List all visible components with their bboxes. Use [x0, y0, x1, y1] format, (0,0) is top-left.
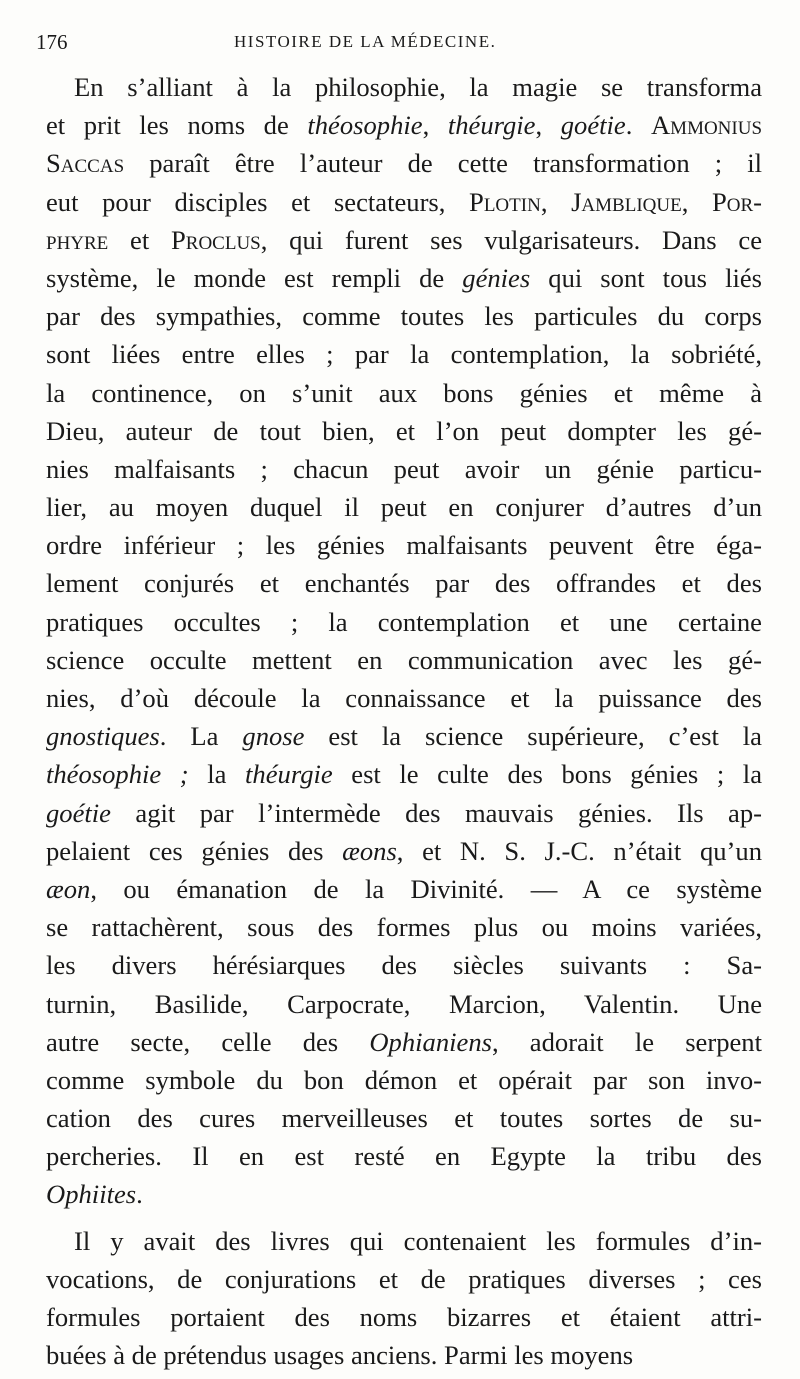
- text-line: [46, 1061, 762, 1099]
- text-run: ordre inférieur ; les génies malfaisants peuvent être éga-: [46, 530, 762, 561]
- text-line: [46, 526, 762, 564]
- text-run: et prit les noms de: [46, 110, 308, 141]
- text-run: est le culte des bons génies ; la: [332, 759, 762, 790]
- italic-term: génies: [462, 262, 531, 293]
- italic-term: gnostiques: [46, 721, 160, 752]
- text-line: [46, 794, 762, 832]
- text-run: Il y avait des livres qui contenaient les formules d’in-: [74, 1225, 762, 1256]
- italic-term: goétie: [46, 797, 111, 828]
- text-run: eut pour disciples et sectateurs,: [46, 186, 470, 217]
- italic-term: Ophiites: [46, 1179, 137, 1210]
- text-run: les divers hérésiarques des siècles suivants : Sa-: [46, 950, 762, 981]
- small-caps-name: Saccas: [46, 148, 125, 179]
- page-number: 176: [36, 30, 68, 54]
- text-run: et: [108, 224, 171, 255]
- text-run: pratiques occultes ; la contemplation et une certaine: [46, 606, 762, 637]
- text-run: nies, d’où découle la connaissance et la puissance des: [46, 683, 762, 713]
- paragraph-2: [46, 1222, 762, 1375]
- text-run: lement conjurés et enchantés par des offrandes et des: [46, 568, 762, 599]
- text-run: système, le monde est rempli de: [46, 262, 463, 293]
- text-line: [46, 221, 762, 259]
- italic-term: théurgie: [447, 110, 536, 141]
- text-run: turnin, Basilide, Carpocrate, Marcion, Valentin. Une: [46, 988, 762, 1019]
- text-run: , et N. S. J.-C. n’était qu’un: [396, 835, 763, 866]
- text-run: .: [625, 110, 651, 141]
- text-run: la: [188, 759, 246, 790]
- text-run: par des sympathies, comme toutes les particules du corps: [46, 301, 762, 332]
- text-run: , adorait le serpent: [491, 1026, 762, 1057]
- text-run: ,: [422, 110, 448, 141]
- text-run: En s’alliant à la philosophie, la magie se transforma: [74, 72, 762, 102]
- text-line: [46, 1260, 762, 1298]
- text-line: [46, 1222, 762, 1260]
- text-line: [46, 412, 762, 450]
- italic-term: théosophie ;: [46, 759, 189, 790]
- text-run: pelaient ces génies des: [46, 835, 343, 866]
- text-line: [46, 832, 762, 870]
- italic-term: goétie: [560, 110, 626, 141]
- small-caps-name: Proclus: [171, 224, 261, 255]
- text-line: [46, 755, 762, 793]
- text-line: [46, 717, 762, 755]
- small-caps-name: phyre: [46, 224, 109, 255]
- text-line: [46, 335, 762, 373]
- text-line: [46, 908, 762, 946]
- text-line: [46, 870, 762, 908]
- text-line: [46, 1175, 762, 1213]
- text-line: [46, 297, 762, 335]
- paragraph-gap: [46, 1214, 762, 1222]
- text-line: [46, 564, 762, 602]
- text-line: [46, 259, 762, 297]
- text-line: [46, 106, 762, 144]
- italic-term: théosophie: [307, 110, 423, 141]
- text-line: [46, 374, 762, 412]
- text-line: [46, 1099, 762, 1137]
- italic-term: théurgie: [245, 759, 333, 790]
- text-line: [46, 985, 762, 1023]
- text-run: la continence, on s’unit aux bons génies et même à: [46, 377, 762, 408]
- text-run: cation des cures merveilleuses et toutes sortes de su-: [46, 1103, 762, 1134]
- italic-term: æon: [46, 873, 91, 904]
- text-run: lier, au moyen duquel il peut en conjurer d’autres d’un: [46, 492, 762, 523]
- text-run: sont liées entre elles ; par la contemplation, la sobriété,: [46, 339, 762, 370]
- text-line: [46, 641, 762, 679]
- text-line: [46, 1298, 762, 1336]
- body-text: [46, 68, 762, 1374]
- small-caps-name: Ammonius: [650, 110, 763, 141]
- text-line: [46, 679, 762, 717]
- text-line: [46, 1137, 762, 1175]
- text-line: [46, 450, 762, 488]
- text-run: percheries. Il en est resté en Egypte la tribu des: [46, 1141, 762, 1172]
- text-run: est la science supérieure, c’est la: [304, 721, 762, 752]
- running-header: [36, 30, 764, 60]
- text-line: [46, 183, 762, 221]
- text-run: Dieu, auteur de tout bien, et l’on peut dompter les gé-: [46, 415, 762, 446]
- text-line: [46, 144, 762, 182]
- small-caps-name: Jamblique: [571, 186, 682, 217]
- text-run: science occulte mettent en communication avec les gé-: [46, 644, 762, 675]
- text-line: [46, 68, 762, 106]
- text-run: .: [136, 1179, 143, 1210]
- text-line: [46, 488, 762, 526]
- text-run: autre secte, celle des: [46, 1026, 370, 1057]
- text-line: [46, 603, 762, 641]
- text-run: agit par l’intermède des mauvais génies. Ils ap-: [110, 797, 762, 828]
- italic-term: gnose: [242, 721, 305, 752]
- text-line: [46, 1336, 762, 1374]
- paragraph-1: [46, 68, 762, 1214]
- text-line: [46, 1023, 762, 1061]
- italic-term: Ophianiens: [369, 1026, 492, 1057]
- text-run: ,: [540, 186, 572, 217]
- text-run: vocations, de conjurations et de pratiques diverses ; ces: [46, 1263, 762, 1294]
- small-caps-name: Plotin: [469, 186, 541, 217]
- text-run: . La: [159, 721, 243, 752]
- italic-term: æons: [342, 835, 397, 866]
- text-line: [46, 946, 762, 984]
- text-run: ,: [681, 186, 712, 217]
- text-run: , qui furent ses vulgarisateurs. Dans ce: [260, 224, 762, 255]
- text-run: nies malfaisants ; chacun peut avoir un génie particu-: [46, 453, 762, 484]
- text-run: se rattachèrent, sous des formes plus ou moins variées,: [46, 912, 762, 943]
- text-run: , ou émanation de la Divinité. — A ce système: [90, 873, 762, 904]
- text-run: buées à de prétendus usages anciens. Parmi les moyens: [46, 1340, 634, 1371]
- text-run: paraît être l’auteur de cette transformation ; il: [124, 148, 762, 179]
- running-title: HISTOIRE DE LA MÉDECINE.: [234, 32, 497, 51]
- text-run: comme symbole du bon démon et opérait par son invo-: [46, 1064, 762, 1095]
- text-run: qui sont tous liés: [530, 262, 762, 293]
- text-run: formules portaient des noms bizarres et étaient attri-: [46, 1302, 762, 1332]
- text-run: ,: [535, 110, 561, 141]
- small-caps-name: Por-: [711, 186, 763, 217]
